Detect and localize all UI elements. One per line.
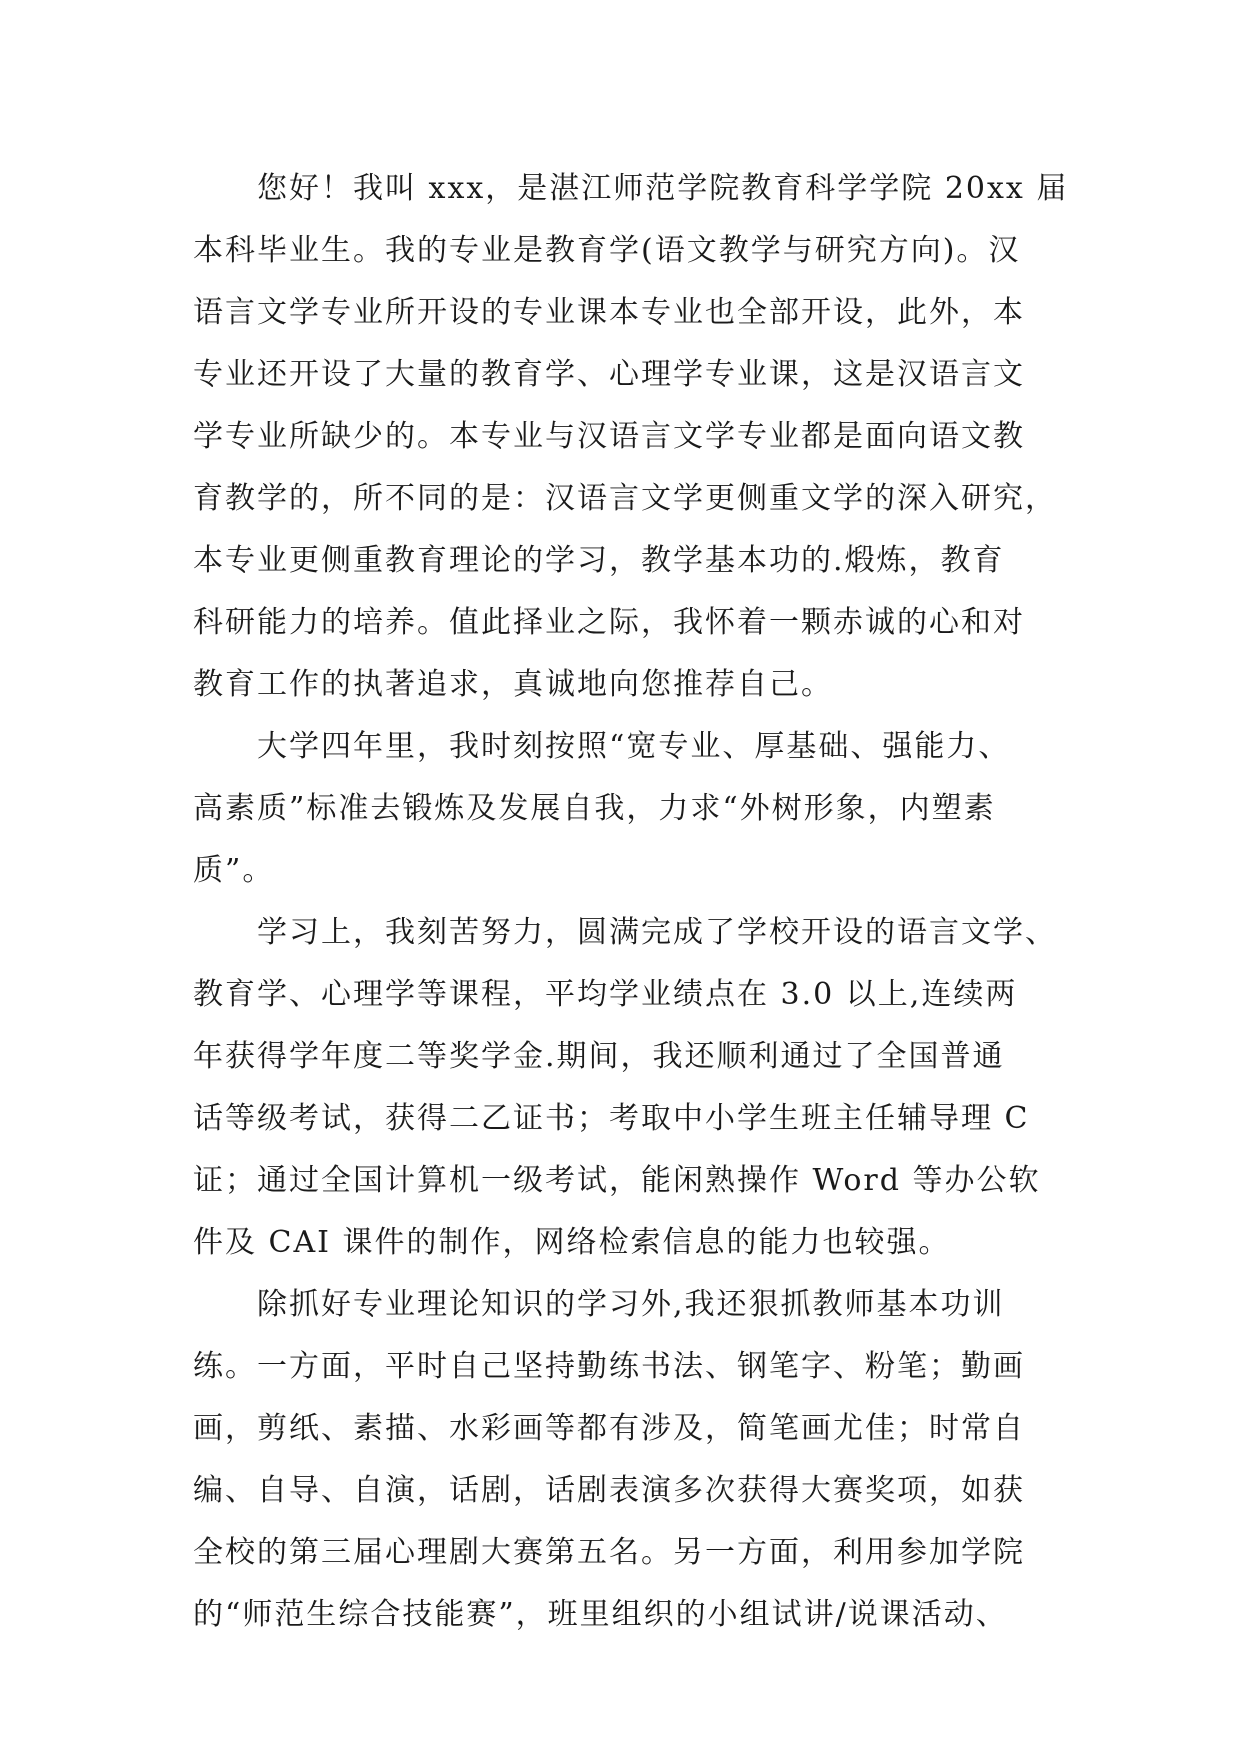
- text-line: 学习上，我刻苦努力，圆满完成了学校开设的语言文学、: [193, 915, 1057, 950]
- text-line: 件及 CAI 课件的制作，网络检索信息的能力也较强。: [193, 1225, 951, 1260]
- paragraph-university-years: [193, 716, 1065, 902]
- text-line: 科研能力的培养。值此择业之际，我怀着一颗赤诚的心和对: [193, 605, 1025, 640]
- paragraph-introduction: [193, 158, 1069, 716]
- letter-body: [193, 158, 1069, 1646]
- paragraph-study: [193, 902, 1065, 1274]
- text-line: 全校的第三届心理剧大赛第五名。另一方面，利用参加学院: [193, 1535, 1025, 1570]
- text-line: 教育学、心理学等课程，平均学业绩点在 3.0 以上,连续两: [193, 977, 1018, 1012]
- text-line: 除抓好专业理论知识的学习外,我还狠抓教师基本功训: [193, 1287, 1005, 1322]
- text-line: 您好！我叫 xxx，是湛江师范学院教育科学学院 20xx 届: [193, 171, 1069, 206]
- paragraph-skills-training: [193, 1274, 1065, 1646]
- text-line: 本专业更侧重教育理论的学习，教学基本功的.煅炼，教育: [193, 543, 1005, 578]
- text-line: 学专业所缺少的。本专业与汉语言文学专业都是面向语文教: [193, 419, 1025, 454]
- text-line: 年获得学年度二等奖学金.期间，我还顺利通过了全国普通: [193, 1039, 1005, 1074]
- text-line: 编、自导、自演，话剧，话剧表演多次获得大赛奖项，如获: [193, 1473, 1025, 1508]
- text-line: 本科毕业生。我的专业是教育学(语文教学与研究方向)。汉: [193, 233, 1021, 268]
- text-line: 话等级考试，获得二乙证书；考取中小学生班主任辅导理 C: [193, 1101, 1030, 1136]
- text-line: 专业还开设了大量的教育学、心理学专业课，这是汉语言文: [193, 357, 1025, 392]
- text-line: 的“师范生综合技能赛”，班里组织的小组试讲/说课活动、: [193, 1597, 1008, 1632]
- text-line: 证；通过全国计算机一级考试，能闲熟操作 Word 等办公软: [193, 1163, 1041, 1198]
- text-line: 练。一方面，平时自己坚持勤练书法、钢笔字、粉笔；勤画: [193, 1349, 1025, 1384]
- text-line: 教育工作的执著追求，真诚地向您推荐自己。: [193, 667, 833, 702]
- text-line: 大学四年里，我时刻按照“宽专业、厚基础、强能力、: [193, 729, 1011, 764]
- text-line: 画，剪纸、素描、水彩画等都有涉及，简笔画尤佳；时常自: [193, 1411, 1025, 1446]
- text-line: 高素质”标准去锻炼及发展自我，力求“外树形象，内塑素: [193, 791, 996, 826]
- text-line: 育教学的，所不同的是：汉语言文学更侧重文学的深入研究，: [193, 481, 1057, 516]
- text-line: 质”。: [193, 853, 275, 888]
- text-line: 语言文学专业所开设的专业课本专业也全部开设，此外，本: [193, 295, 1025, 330]
